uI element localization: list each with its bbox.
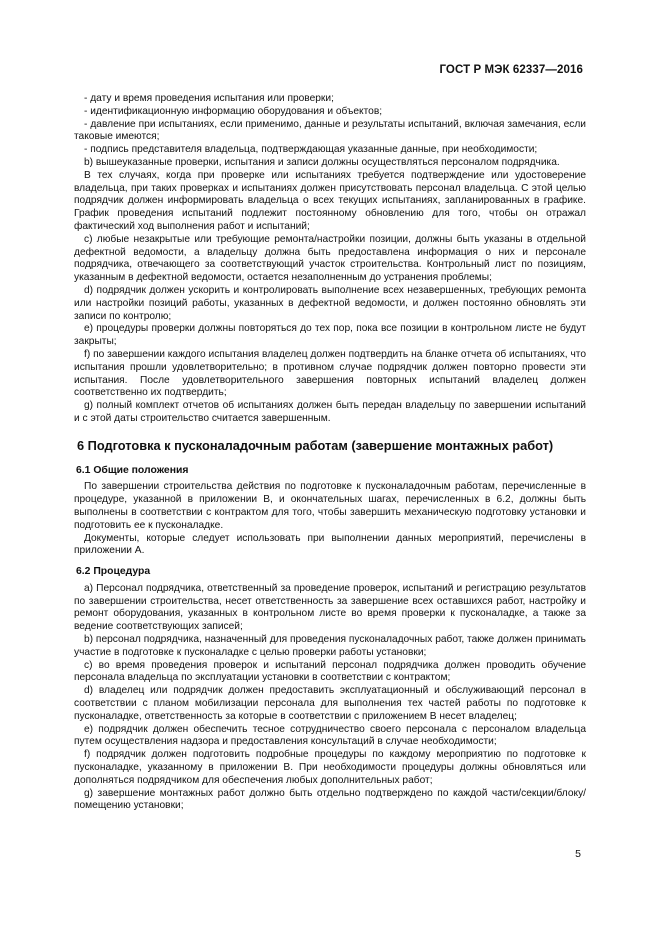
list-item: g) завершение монтажных работ должно быть отдельно подтверждено по каждой части/секции/блоку/помещению установки;	[74, 787, 586, 812]
list-item: b) персонал подрядчика, назначенный для проведения пусконаладочных работ, также должен принимать участие в подготовке к пусконаладке с целью проверки работы установки;	[74, 634, 586, 658]
page-content	[74, 93, 586, 813]
subsection-title: 6.1 Общие положения	[76, 464, 189, 476]
list-item: b) вышеуказанные проверки, испытания и записи должны осуществляться персоналом подрядчика.	[84, 156, 560, 168]
list-item: d) владелец или подрядчик должен предоставить эксплуатационный и обслуживающий персонал в соответствии с планом мобилизации персонала для выполнения тех частей работы по подготовке к пусконаладке, ответственность за которые в соответствии с приложением В несет владелец;	[74, 685, 586, 722]
list-item: c) любые незакрытые или требующие ремонта/настройки позиции, должны быть указаны в отдельной дефектной ведомости, а владельцу должна быть предоставлена информация о них и персонале подрядчика, отвечающего за соответствующий участок строительства. Контрольный лист по позициям, указанным в дефектной ведомости, остается незаполненным до устранения проблемы;	[74, 233, 586, 284]
list-item: e) процедуры проверки должны повторяться до тех пор, пока все позиции в контрольном листе не будут закрыты;	[74, 323, 586, 348]
list-item: - идентификационную информацию оборудования и объектов;	[84, 105, 383, 117]
list-item: - дату и время проведения испытания или проверки;	[84, 93, 334, 104]
paragraph: По завершении строительства действия по подготовке к пусконаладочным работам, перечисленные в процедуре, указанной в приложении В, и окончательных шагах, перечисленных в 6.2, должны быть выполнены в соответствии с контрактом для того, чтобы завершить механическую подготовку установки и подготовить ее к пусконаладке.	[74, 481, 586, 531]
list-item: f) по завершении каждого испытания владелец должен подтвердить на бланке отчета об испытаниях, что испытания прошли удовлетворительно; в противном случае подрядчик должен повторно провести эти испытания. После удовлетворительного завершения повторных испытаний владелец должен соответственно их подтвердить;	[74, 348, 586, 399]
page-number: 5	[575, 848, 581, 860]
paragraph: Документы, которые следует использовать при выполнении данных мероприятий, перечислены в приложении А.	[74, 532, 586, 557]
list-item: f) подрядчик должен подготовить подробные процедуры по каждому мероприятию по подготовке к пусконаладке, указанному в приложении В. При необходимости процедуры должны обновляться или дополняться подрядчиком для обеспечения любых дополнительных работ;	[74, 749, 586, 786]
list-item: g) полный комплект отчетов об испытаниях должен быть передан владельцу по завершении испытаний и с этой даты строительство считается завершенным.	[74, 400, 586, 424]
paragraph: В тех случаях, когда при проверке или испытаниях требуется подтверждение или удостоверение владельца, при таких проверках и испытаниях должен присутствовать персонал владельца. С этой целью подрядчик должен информировать владельца о всех текущих испытаниях, запланированных в графике. График проведения испытаний подлежит постоянному обновлению для того, чтобы он отражал фактический ход выполнения работ и испытаний;	[74, 169, 586, 232]
list-item: - давление при испытаниях, если применимо, данные и результаты испытаний, включая замечания, если таковые имеются;	[74, 118, 586, 143]
document-header: ГОСТ Р МЭК 62337—2016	[439, 64, 583, 76]
list-item: c) во время проведения проверок и испытаний персонал подрядчика должен проводить обучение персонала владельца по эксплуатации установки в соответствии с контрактом;	[74, 659, 586, 684]
list-item: - подпись представителя владельца, подтверждающая указанные данные, при необходимости;	[84, 144, 538, 156]
list-item: e) подрядчик должен обеспечить тесное сотрудничество своего персонала с персоналом владельца путем осуществления надзора и предоставления консультаций в случае необходимости;	[74, 723, 586, 748]
subsection-title: 6.2 Процедура	[76, 566, 151, 578]
list-item: d) подрядчик должен ускорить и контролировать выполнение всех незавершенных, требующих ремонта или настройки позиций работы, указанных в дефектной ведомости, и должен постоянно обновлять эти записи по контролю;	[74, 284, 586, 322]
list-item: a) Персонал подрядчика, ответственный за проведение проверок, испытаний и регистрацию результатов по завершении строительства, несет ответственность за завершение всех оставшихся работ, настройку и ремонт оборудования, указанных в контрольном листе во время проверки к пусконаладке, а также за ведение соответствующих записей;	[74, 582, 586, 633]
section-title: 6 Подготовка к пусконаладочным работам (завершение монтажных работ)	[77, 437, 554, 453]
